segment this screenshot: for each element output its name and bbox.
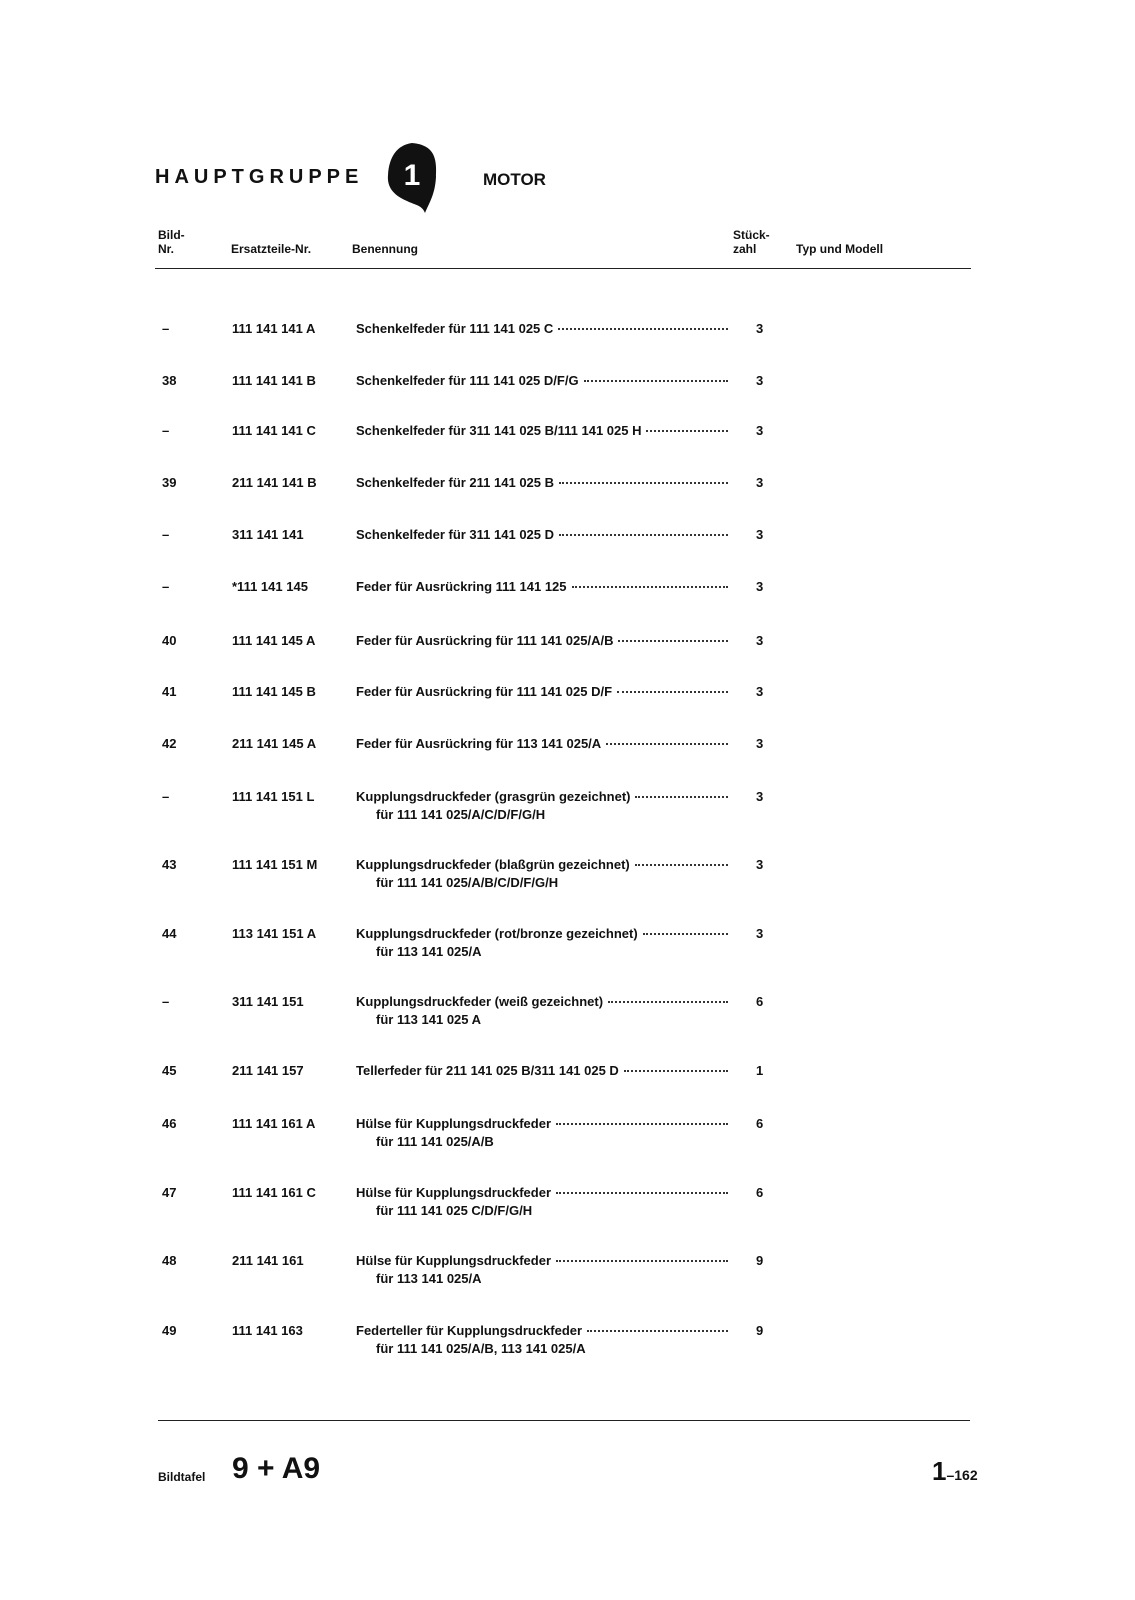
dot-leader — [618, 640, 728, 642]
bild-nr: 43 — [162, 857, 177, 872]
table-row — [0, 1184, 1135, 1224]
quantity: 3 — [756, 857, 764, 872]
description-applicability: für 111 141 025 C/D/F/G/H — [376, 1203, 533, 1218]
table-row — [0, 1252, 1135, 1292]
description — [356, 1252, 728, 1288]
col-header-typ-modell: Typ und Modell — [796, 242, 884, 256]
description-text: Kupplungsdruckfeder (rot/bronze gezeichnet) — [356, 926, 638, 941]
page-group: 1 — [932, 1456, 947, 1486]
bild-nr: 44 — [162, 926, 177, 941]
table-row — [0, 735, 1135, 775]
table-row — [0, 856, 1135, 896]
description-applicability: für 111 141 025/A/C/D/F/G/H — [376, 807, 546, 822]
dot-leader — [587, 1330, 728, 1332]
part-number: 311 141 151 — [232, 994, 304, 1009]
bild-nr: 38 — [162, 373, 177, 388]
description-text: Schenkelfeder für 211 141 025 B — [356, 475, 555, 490]
dot-leader — [559, 482, 728, 484]
table-row — [0, 372, 1135, 412]
footer-page-number — [932, 1456, 978, 1487]
group-number: 1 — [403, 159, 421, 192]
quantity: 9 — [756, 1323, 764, 1338]
description — [356, 993, 728, 1029]
part-number: 211 141 157 — [232, 1063, 304, 1078]
description-text: Schenkelfeder für 311 141 025 B/111 141 025 H — [356, 423, 642, 438]
bild-nr: – — [162, 579, 170, 594]
description — [356, 1062, 728, 1080]
page-separator: – — [946, 1467, 955, 1483]
quantity: 3 — [756, 633, 764, 648]
dot-leader — [558, 328, 728, 330]
bild-nr: 49 — [162, 1323, 177, 1338]
bild-nr: 47 — [162, 1185, 177, 1200]
description-applicability: für 113 141 025/A — [376, 944, 482, 959]
part-number: 111 141 141 A — [232, 321, 316, 336]
quantity: 3 — [756, 475, 764, 490]
description-applicability: für 111 141 025/A/B, 113 141 025/A — [376, 1341, 586, 1356]
quantity: 3 — [756, 736, 764, 751]
quantity: 6 — [756, 1116, 764, 1131]
part-number: 211 141 141 B — [232, 475, 317, 490]
dot-leader — [556, 1260, 728, 1262]
part-number: 111 141 151 M — [232, 857, 318, 872]
part-number: 111 141 141 C — [232, 423, 316, 438]
description-text: Hülse für Kupplungsdruckfeder — [356, 1116, 552, 1131]
part-number: *111 141 145 — [232, 579, 308, 594]
header-rule — [155, 268, 971, 269]
part-number: 211 141 145 A — [232, 736, 317, 751]
bild-nr: – — [162, 423, 170, 438]
dot-leader — [556, 1192, 728, 1194]
col-header-stueckzahl: Stück- zahl — [733, 228, 770, 256]
bild-nr: 41 — [162, 684, 177, 699]
dot-leader — [606, 743, 728, 745]
quantity: 3 — [756, 684, 764, 699]
table-row — [0, 422, 1135, 462]
col-header-ersatzteile-nr: Ersatzteile-Nr. — [231, 242, 312, 256]
group-label: HAUPTGRUPPE — [155, 166, 364, 188]
col-header-bild-nr: Bild- Nr. — [158, 228, 185, 256]
table-row — [0, 320, 1135, 360]
description — [356, 1115, 728, 1151]
description-applicability: für 111 141 025/A/B/C/D/F/G/H — [376, 875, 559, 890]
description — [356, 474, 728, 492]
quantity: 6 — [756, 1185, 764, 1200]
part-number: 311 141 141 — [232, 527, 304, 542]
dot-leader — [572, 586, 728, 588]
quantity: 3 — [756, 373, 764, 388]
bild-nr: – — [162, 527, 170, 542]
quantity: 3 — [756, 527, 764, 542]
table-row — [0, 683, 1135, 723]
part-number: 111 141 151 L — [232, 789, 315, 804]
description-text: Schenkelfeder für 111 141 025 D/F/G — [356, 373, 579, 388]
table-row — [0, 1115, 1135, 1155]
table-row — [0, 1322, 1135, 1362]
description-text: Schenkelfeder für 111 141 025 C — [356, 321, 554, 336]
quantity: 3 — [756, 579, 764, 594]
description-text: Tellerfeder für 211 141 025 B/311 141 025 D — [356, 1063, 619, 1078]
group-number-badge — [387, 143, 437, 213]
table-row — [0, 632, 1135, 672]
bild-nr: 40 — [162, 633, 177, 648]
dot-leader — [584, 380, 728, 382]
description — [356, 856, 728, 892]
description-text: Kupplungsdruckfeder (weiß gezeichnet) — [356, 994, 604, 1009]
bild-nr: – — [162, 789, 170, 804]
table-row — [0, 788, 1135, 828]
footer-rule — [158, 1420, 970, 1421]
description — [356, 578, 728, 596]
description-applicability: für 111 141 025/A/B — [376, 1134, 494, 1149]
description — [356, 632, 728, 650]
description-text: Kupplungsdruckfeder (blaßgrün gezeichnet) — [356, 857, 630, 872]
description-text: Federteller für Kupplungsdruckfeder — [356, 1323, 583, 1338]
quantity: 6 — [756, 994, 764, 1009]
bild-nr: 46 — [162, 1116, 177, 1131]
page-number: 162 — [954, 1467, 978, 1483]
description — [356, 683, 728, 701]
dot-leader — [646, 430, 728, 432]
description-text: Kupplungsdruckfeder (grasgrün gezeichnet) — [356, 789, 631, 804]
description — [356, 422, 728, 440]
bild-nr: 48 — [162, 1253, 177, 1268]
description-text: Feder für Ausrückring für 113 141 025/A — [356, 736, 602, 751]
dot-leader — [643, 933, 728, 935]
description — [356, 1184, 728, 1220]
bild-nr: 39 — [162, 475, 177, 490]
dot-leader — [556, 1123, 728, 1125]
table-row — [0, 526, 1135, 566]
quantity: 1 — [756, 1063, 764, 1078]
table-row — [0, 925, 1135, 965]
table-row — [0, 1062, 1135, 1102]
description — [356, 372, 728, 390]
description-text: Feder für Ausrückring für 111 141 025/A/B — [356, 633, 614, 648]
footer-bildtafel-label: Bildtafel — [158, 1470, 206, 1484]
group-title: MOTOR — [483, 170, 546, 189]
quantity: 3 — [756, 926, 764, 941]
dot-leader — [624, 1070, 728, 1072]
part-number: 111 141 161 C — [232, 1185, 316, 1200]
part-number: 211 141 161 — [232, 1253, 304, 1268]
col-header-benennung: Benennung — [352, 242, 418, 256]
description — [356, 320, 728, 338]
dot-leader — [559, 534, 728, 536]
description-text: Feder für Ausrückring für 111 141 025 D/F — [356, 684, 613, 699]
part-number: 111 141 145 A — [232, 633, 316, 648]
quantity: 9 — [756, 1253, 764, 1268]
dot-leader — [635, 864, 728, 866]
table-row — [0, 578, 1135, 618]
bild-nr: 45 — [162, 1063, 177, 1078]
description-text: Hülse für Kupplungsdruckfeder — [356, 1185, 552, 1200]
description-text: Feder für Ausrückring 111 141 125 — [356, 579, 567, 594]
part-number: 111 141 161 A — [232, 1116, 316, 1131]
bild-nr: – — [162, 994, 170, 1009]
description-applicability: für 113 141 025 A — [376, 1012, 482, 1027]
description — [356, 925, 728, 961]
part-number: 111 141 163 — [232, 1323, 303, 1338]
description — [356, 735, 728, 753]
table-row — [0, 993, 1135, 1033]
part-number: 113 141 151 A — [232, 926, 317, 941]
bild-nr: – — [162, 321, 170, 336]
bild-nr: 42 — [162, 736, 177, 751]
quantity: 3 — [756, 789, 764, 804]
part-number: 111 141 145 B — [232, 684, 316, 699]
description-text: Hülse für Kupplungsdruckfeder — [356, 1253, 552, 1268]
dot-leader — [608, 1001, 728, 1003]
quantity: 3 — [756, 321, 764, 336]
footer-plate-number: 9 + A9 — [232, 1452, 321, 1485]
dot-leader — [635, 796, 728, 798]
description — [356, 526, 728, 544]
dot-leader — [617, 691, 728, 693]
table-row — [0, 474, 1135, 514]
description-text: Schenkelfeder für 311 141 025 D — [356, 527, 555, 542]
quantity: 3 — [756, 423, 764, 438]
description — [356, 788, 728, 824]
description-applicability: für 113 141 025/A — [376, 1271, 482, 1286]
description — [356, 1322, 728, 1358]
part-number: 111 141 141 B — [232, 373, 316, 388]
